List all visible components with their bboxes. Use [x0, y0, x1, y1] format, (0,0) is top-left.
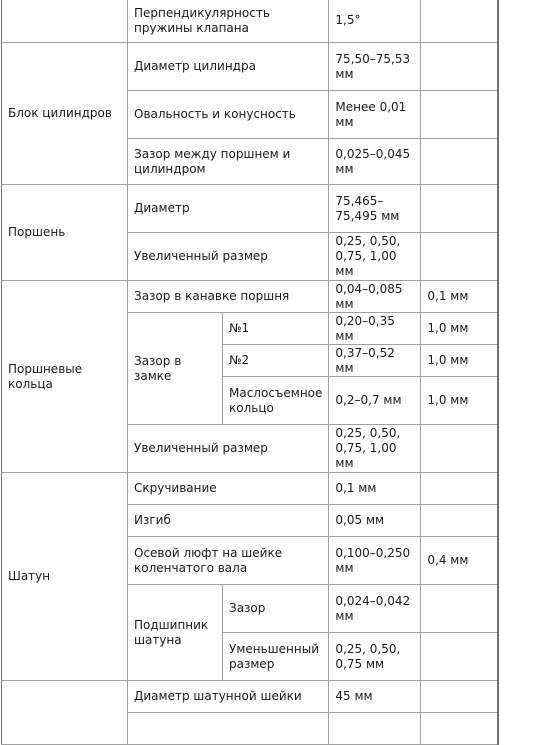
value-cell: Менее 0,01 мм: [329, 91, 421, 139]
value-cell: [329, 713, 421, 745]
group-cell-empty: [2, 0, 128, 43]
param-cell: Зазор между поршнем и цилиндром: [128, 139, 329, 185]
limit-cell: [421, 473, 498, 505]
value-cell: 0,25, 0,50, 0,75 мм: [329, 633, 421, 681]
value-cell: 0,1 мм: [329, 473, 421, 505]
group-cell-empty: [2, 681, 128, 745]
limit-cell: [421, 713, 498, 745]
limit-cell: [421, 585, 498, 633]
param-cell: Увеличенный размер: [128, 233, 329, 281]
sub-param-cell: Зазор: [223, 585, 329, 633]
value-cell: 0,025–0,045 мм: [329, 139, 421, 185]
value-cell: 0,05 мм: [329, 505, 421, 537]
value-cell: 75,465–75,495 мм: [329, 185, 421, 233]
value-cell: 75,50–75,53 мм: [329, 43, 421, 91]
value-cell: 0,25, 0,50, 0,75, 1,00 мм: [329, 425, 421, 473]
value-cell: 0,04–0,085 мм: [329, 281, 421, 313]
param-cell: Овальность и конусность: [128, 91, 329, 139]
limit-cell: [421, 139, 498, 185]
limit-cell: 1,0 мм: [421, 313, 498, 345]
param-cell: Подшипник шатуна: [128, 585, 223, 681]
table-row: [2, 0, 498, 43]
limit-cell: [421, 185, 498, 233]
limit-cell: [421, 91, 498, 139]
group-cell: Шатун: [2, 473, 128, 681]
group-cell: Блок цилиндров: [2, 43, 128, 185]
limit-cell: 0,4 мм: [421, 537, 498, 585]
limit-cell: [421, 0, 498, 43]
value-cell: 1,5°: [329, 0, 421, 43]
param-cell: Скручивание: [128, 473, 329, 505]
param-cell: [128, 713, 329, 745]
sub-param-cell: Уменьшенный размер: [223, 633, 329, 681]
limit-cell: [421, 233, 498, 281]
param-cell: Зазор в замке: [128, 313, 223, 425]
group-cell: Поршень: [2, 185, 128, 281]
param-cell: Увеличенный размер: [128, 425, 329, 473]
limit-cell: [421, 505, 498, 537]
table-row: [2, 681, 498, 713]
param-cell: Осевой люфт на шейке коленчатого вала: [128, 537, 329, 585]
group-cell: Поршневые кольца: [2, 281, 128, 473]
value-cell: 0,100–0,250 мм: [329, 537, 421, 585]
value-cell: 0,25, 0,50, 0,75, 1,00 мм: [329, 233, 421, 281]
value-cell: 0,024–0,042 мм: [329, 585, 421, 633]
limit-cell: 0,1 мм: [421, 281, 498, 313]
param-cell: Перпендикулярность пружины клапана: [128, 0, 329, 43]
param-cell: Диаметр шатунной шейки: [128, 681, 329, 713]
limit-cell: 1,0 мм: [421, 377, 498, 425]
value-cell: 0,20–0,35 мм: [329, 313, 421, 345]
limit-cell: [421, 425, 498, 473]
specs-table: [1, 0, 499, 745]
limit-cell: [421, 633, 498, 681]
param-cell: Зазор в канавке поршня: [128, 281, 329, 313]
param-cell: Изгиб: [128, 505, 329, 537]
sub-param-cell: №2: [223, 345, 329, 377]
table-row: [2, 281, 498, 313]
sub-param-cell: №1: [223, 313, 329, 345]
table-row: [2, 473, 498, 505]
param-cell: Диаметр: [128, 185, 329, 233]
limit-cell: [421, 43, 498, 91]
value-cell: 0,2–0,7 мм: [329, 377, 421, 425]
table-row: [2, 43, 498, 91]
limit-cell: [421, 681, 498, 713]
sub-param-cell: Маслосъемное кольцо: [223, 377, 329, 425]
table-row: [2, 185, 498, 233]
value-cell: 45 мм: [329, 681, 421, 713]
param-cell: Диаметр цилиндра: [128, 43, 329, 91]
value-cell: 0,37–0,52 мм: [329, 345, 421, 377]
limit-cell: 1,0 мм: [421, 345, 498, 377]
